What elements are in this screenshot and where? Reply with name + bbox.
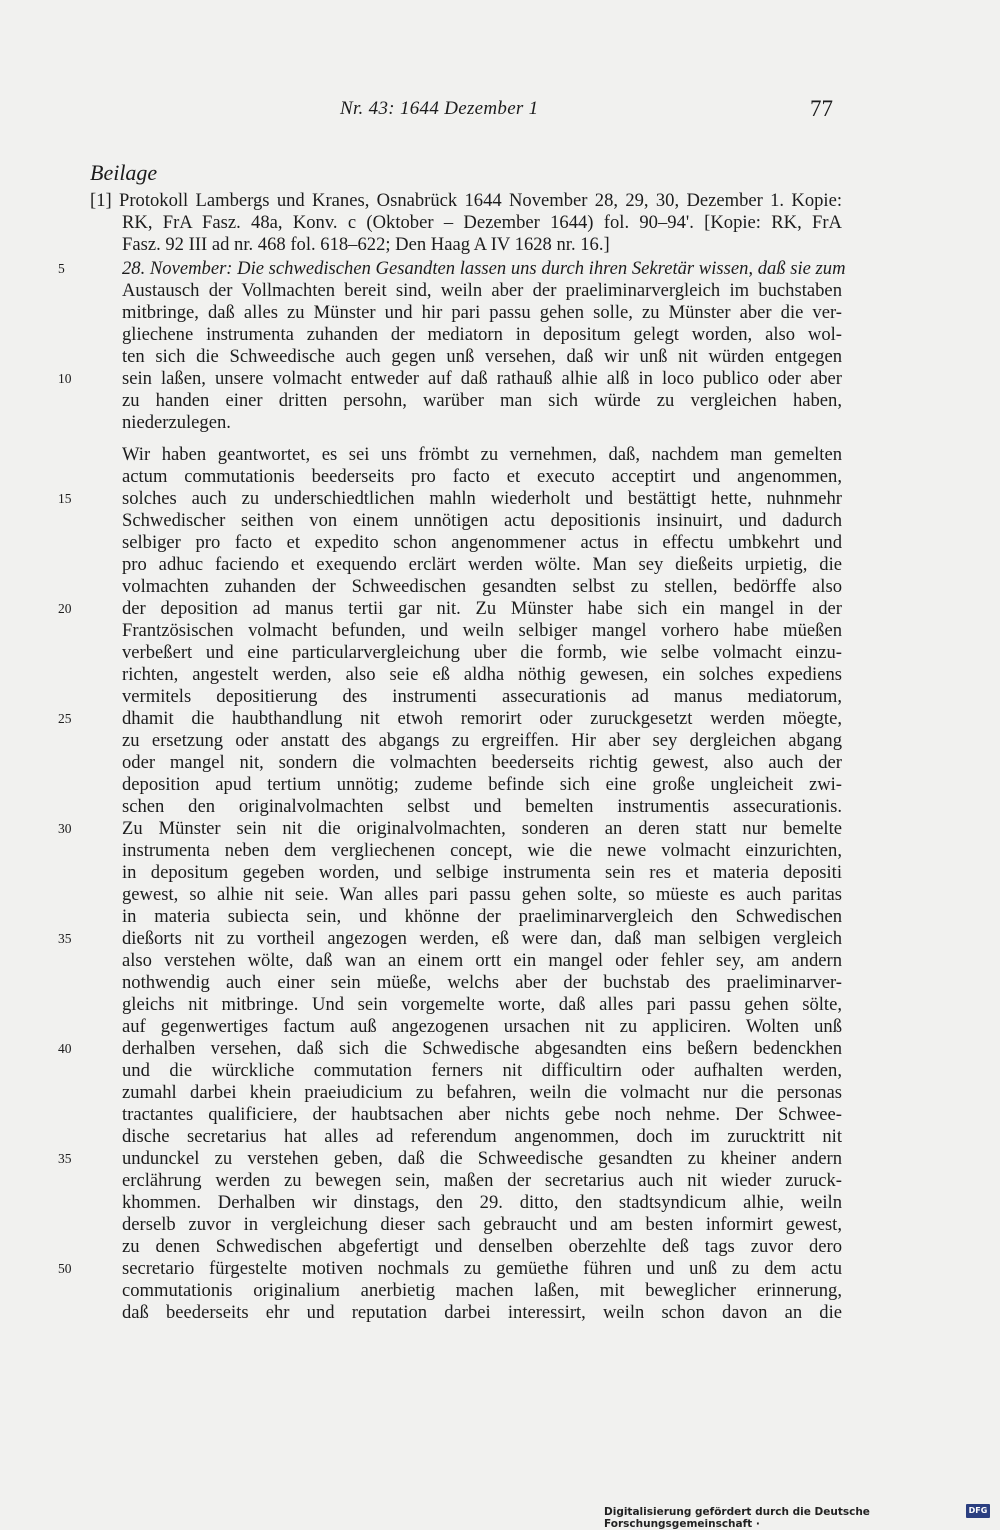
text-line [58,1258,842,1280]
text-line: niederzulegen. [122,412,231,433]
entry-line: [1] Protokoll Lambergs und Kranes, Osnabrück 1644 November 28, 29, 30, Dezember 1. Kopie: [90,190,842,211]
section-title: Beilage [90,160,158,185]
line-number: 35 [58,931,72,946]
digitization-credit: Digitalisierung gefördert durch die Deutsche Forschungsgemeinschaft · [604,1506,870,1530]
text-line: mitbringe, daß alles zu Münster und hir pari passu gehen solle, zu Münster aber die ver- [122,302,842,323]
text-line: richten, angestelt werden, also seie eß aldha nöthig gewesen, ein solches expediens [122,664,842,685]
text-line: pro adhuc faciendo et exequendo erclärt werden wölte. Man sey dießeits urpietig, die [122,554,842,575]
line-number: 5 [58,261,65,276]
text-line: deposition apud tertium unnötig; zudeme befinde sich eine große ungleicheit zwi- [122,774,842,795]
text-line: tractantes qualificiere, der haubtsachen aber nichts gebe noch nehme. Der Schwee- [122,1104,842,1125]
text-line: schen den originalvolmachten selbst und bemelten instrumentis assecurationis. [122,796,842,817]
text-line-content: derhalben versehen, daß sich die Schwedische abgesandten eins beßern bedenckhen [122,1038,842,1059]
text-line: gleichs nit mitbringe. Und sein vorgemelte worte, daß alles pari passu gehen sölte, [122,994,842,1015]
paragraph-2 [58,444,842,1324]
text-line: vermitels depositierung des instrumenti assecurationis ad manus mediatorum, [122,686,842,707]
text-line-content: secretario fürgestelte motiven nochmals zu gemüethe führen und unß zu dem actu [122,1258,842,1279]
text-line: volmachten zuhanden der Schweedischen gesandten selbst zu stellen, bedörffe also [122,576,842,597]
text-line: also verstehen wölte, daß wan an einem ortt ein mangel oder fehler sey, am andern [122,950,842,971]
line-number: 35 [58,1151,72,1166]
text-line [58,928,842,950]
text-line: erclährung werden zu bewegen sein, maßen der secretarius auch nit wieder zuruck- [122,1170,842,1191]
line-number: 25 [58,711,72,726]
text-line: derselb zuvor in vergleichung dieser sach gebraucht und am besten informirt gewest, [122,1214,842,1235]
text-line: Frantzösischen volmacht befunden, und weiln selbiger mangel vorhero habe müeßen [122,620,842,641]
text-line: zumahl darbei khein praeiudicium zu befahren, weiln die volmacht nur die personas [122,1082,842,1103]
text-line: zu ersetzung oder anstatt des abgangs zu ergreiffen. Hir aber sey dergleichen abgang [122,730,842,751]
text-line: actum commutationis beederseits pro facto et executo acceptirt und angenommen, [122,466,842,487]
page-number: 77 [810,96,833,121]
text-line: daß beederseits ehr und reputation darbei interessirt, weiln schon davon an die [122,1302,842,1323]
text-line: nothwendig auch einer sein müeße, welchs aber der buchstab des praeliminarver- [122,972,842,993]
entry-line: RK, FrA Fasz. 48a, Konv. c (Oktober – Dezember 1644) fol. 90–94'. [Kopie: RK, FrA [122,212,842,233]
text-line: verbeßert und eine particularvergleichung uber die formb, wie selbe volmacht einzu- [122,642,842,663]
dfg-logo: DFG [966,1504,990,1518]
text-line [58,258,846,280]
line-number: 10 [58,371,72,386]
text-line: khommen. Derhalben wir dinstags, den 29. ditto, den stadtsyndicum alhie, weiln [122,1192,842,1213]
text-line: Wir haben geantwortet, es sei uns frömbt zu vernehmen, daß, nachdem man gemelten [122,444,842,465]
text-line: und die würckliche commutation ferners nit difficultirn oder aufhalten werden, [122,1060,842,1081]
line-number: 40 [58,1041,72,1056]
text-line: gewest, so alhie nit seie. Wan alles pari passu gehen solte, so müeste es auch paritas [122,884,842,905]
text-line: zu handen einer dritten persohn, warüber man sich würde zu vergleichen haben, [122,390,842,411]
line-number: 20 [58,601,72,616]
text-line: in materia subiecta sein, und khönne der praeliminarvergleich den Schwedischen [122,906,842,927]
text-line: instrumenta neben dem vergliechenen concept, wie die newe volmacht einzurichten, [122,840,842,861]
text-line-content: sein laßen, unsere volmacht entweder auf daß rathauß alhie alß in loco publico oder aber [122,368,842,389]
text-line [58,818,842,840]
text-line: dische secretarius hat alles ad referendum angenommen, doch im zurucktritt nit [122,1126,842,1147]
text-line-content: dhamit die haubthandlung nit etwoh remorirt oder zuruckgesetzt werden möegte, [122,708,842,729]
entry-line: Fasz. 92 III ad nr. 468 fol. 618–622; Den Haag A IV 1628 nr. 16.] [122,234,610,255]
text-line: gliechene instrumenta zuhanden der mediatorn in depositum gelegt worden, also wol- [122,324,842,345]
text-line-content: undunckel zu verstehen geben, daß die Schweedische gesandten zu kheiner andern [122,1148,842,1169]
text-line: auf gegenwertiges factum auß angezogenen ursachen nit zu appliciren. Wolten unß [122,1016,842,1037]
text-line-content: 28. November: Die schwedischen Gesandten lassen uns durch ihren Sekretär wissen, daß sie zum [122,258,846,279]
text-line [58,708,842,730]
text-line: selbiger pro facto et expedito schon angenommener actus in effectu umbkehrt und [122,532,842,553]
paragraph-1 [58,258,846,434]
line-number: 50 [58,1261,72,1276]
running-head: Nr. 43: 1644 Dezember 1 [340,98,539,119]
text-line [58,1148,842,1170]
archival-entry [90,190,842,256]
line-number: 15 [58,491,72,506]
text-line: ten sich die Schweedische auch gegen unß versehen, daß wir unß nit würden entgegen [122,346,842,367]
text-line [58,488,842,510]
text-line: Austausch der Vollmachten bereit sind, weiln aber der praeliminarvergleich im buchstaben [122,280,842,301]
text-line-content: der deposition ad manus tertii gar nit. Zu Münster habe sich ein mangel in der [122,598,842,619]
text-line: commutationis originalium anerbietig machen laßen, mit beweglicher erinnerung, [122,1280,842,1301]
line-number: 30 [58,821,72,836]
text-line [58,368,842,390]
text-line: in depositum gegeben worden, und selbige instrumenta sein res et materia depositi [122,862,842,883]
text-line-content: dießorts nit zu vortheil angezogen werden, eß were dan, daß man selbigen vergleich [122,928,842,949]
text-line [58,598,842,620]
text-line [58,1038,842,1060]
text-line: zu denen Schwedischen abgefertigt und denselben oberzehlte deß tags zuvor dero [122,1236,842,1257]
text-line: Schwedischer seithen von einem unnötigen actu depositionis insinuirt, und dadurch [122,510,842,531]
text-line-content: solches auch zu underschiedtlichen mahln wiederholt und bestättigt hette, nuhnmehr [122,488,842,509]
text-line-content: Zu Münster sein nit die originalvolmachten, sonderen an deren statt nur bemelte [122,818,842,839]
text-line: oder mangel nit, sondern die volmachten beederseits richtig gewest, also auch der [122,752,842,773]
